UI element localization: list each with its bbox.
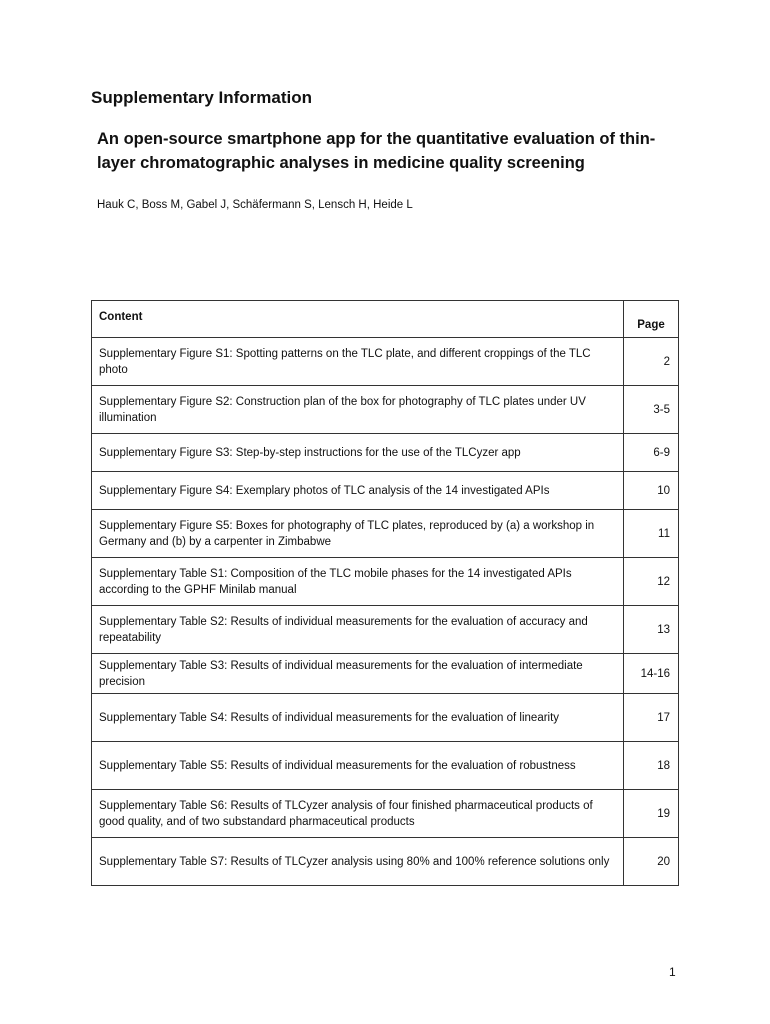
row-content: Supplementary Figure S5: Boxes for photography of TLC plates, reproduced by (a) a workshop in Germany and (b) by a carpenter in Zimbabwe (92, 510, 624, 558)
row-page: 6-9 (624, 434, 679, 472)
page-column-header: Page (624, 301, 679, 338)
row-page: 18 (624, 742, 679, 790)
row-page: 2 (624, 338, 679, 386)
table-row (92, 472, 679, 510)
row-page: 14-16 (624, 654, 679, 694)
row-page: 17 (624, 694, 679, 742)
author-list: Hauk C, Boss M, Gabel J, Schäfermann S, Lensch H, Heide L (97, 199, 413, 211)
table-body (92, 338, 679, 886)
row-content: Supplementary Table S4: Results of individual measurements for the evaluation of linearity (92, 694, 624, 742)
row-content: Supplementary Figure S1: Spotting patterns on the TLC plate, and different croppings of the TLC photo (92, 338, 624, 386)
row-page: 10 (624, 472, 679, 510)
row-content: Supplementary Table S5: Results of individual measurements for the evaluation of robustness (92, 742, 624, 790)
section-heading: Supplementary Information (91, 88, 313, 107)
row-content: Supplementary Figure S4: Exemplary photos of TLC analysis of the 14 investigated APIs (92, 472, 624, 510)
table-row (92, 434, 679, 472)
table-row (92, 838, 679, 886)
row-content: Supplementary Table S6: Results of TLCyzer analysis of four finished pharmaceutical products of good quality, and of two substandard pharmaceutical products (92, 790, 624, 838)
row-page: 11 (624, 510, 679, 558)
row-content: Supplementary Table S3: Results of individual measurements for the evaluation of intermediate precision (92, 654, 624, 694)
document-title: An open-source smartphone app for the quantitative evaluation of thin-layer chromatographic analyses in medicine quality screening (97, 130, 656, 172)
table-row (92, 654, 679, 694)
table-row (92, 386, 679, 434)
table-row (92, 742, 679, 790)
content-column-header: Content (92, 301, 624, 338)
row-content: Supplementary Figure S2: Construction plan of the box for photography of TLC plates under UV illumination (92, 386, 624, 434)
row-content: Supplementary Table S1: Composition of the TLC mobile phases for the 14 investigated APIs according to the GPHF Minilab manual (92, 558, 624, 606)
row-content: Supplementary Figure S3: Step-by-step instructions for the use of the TLCyzer app (92, 434, 624, 472)
row-page: 20 (624, 838, 679, 886)
row-content: Supplementary Table S2: Results of individual measurements for the evaluation of accuracy and repeatability (92, 606, 624, 654)
table-row (92, 558, 679, 606)
row-page: 12 (624, 558, 679, 606)
row-content: Supplementary Table S7: Results of TLCyzer analysis using 80% and 100% reference solutions only (92, 838, 624, 886)
table-row (92, 694, 679, 742)
table-row (92, 338, 679, 386)
row-page: 13 (624, 606, 679, 654)
table-row (92, 606, 679, 654)
contents-table (91, 300, 679, 886)
table-header-row (92, 301, 679, 338)
row-page: 19 (624, 790, 679, 838)
row-page: 3-5 (624, 386, 679, 434)
table-row (92, 510, 679, 558)
page-number: 1 (669, 965, 676, 979)
table-row (92, 790, 679, 838)
